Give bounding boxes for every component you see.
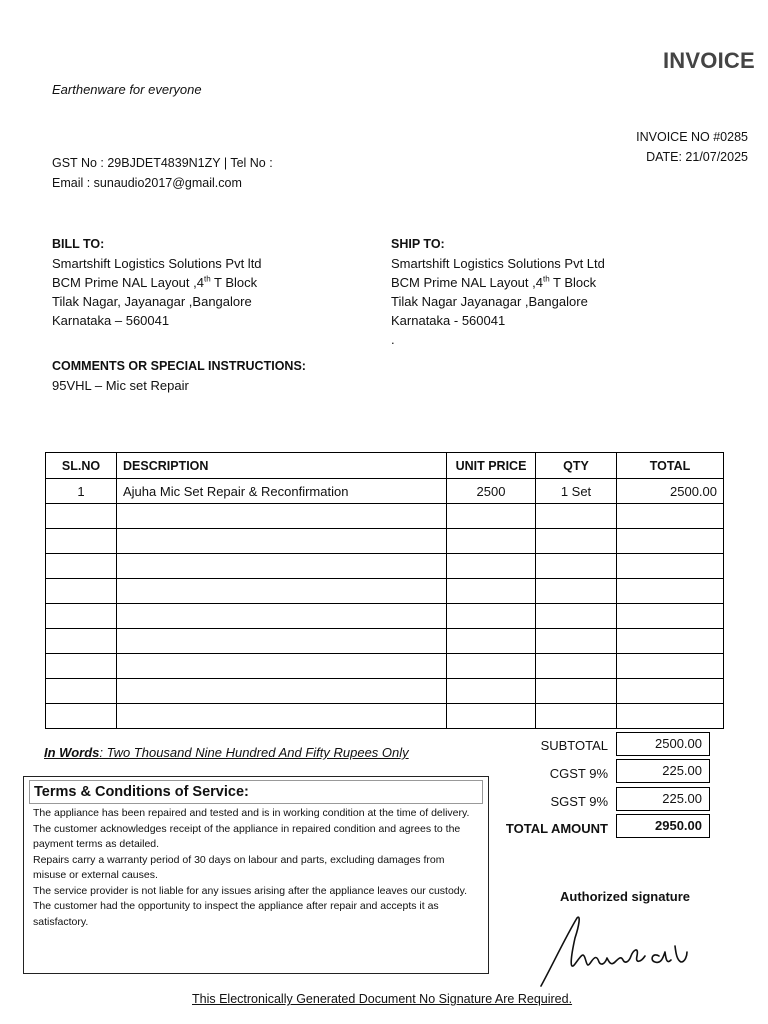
comments-heading: COMMENTS OR SPECIAL INSTRUCTIONS: [52, 359, 306, 373]
handwritten-signature [535, 912, 695, 992]
company-tagline: Earthenware for everyone [52, 82, 202, 97]
email-line: Email : sunaudio2017@gmail.com [52, 176, 242, 190]
amount-in-words: In Words: Two Thousand Nine Hundred And Fifty Rupees Only [44, 745, 409, 760]
table-row [46, 479, 724, 504]
comments-block [52, 357, 306, 395]
authorized-signature-label: Authorized signature [560, 889, 691, 904]
bill-to-line1: BCM Prime NAL Layout ,4th T Block [52, 274, 258, 290]
bill-to-company: Smartshift Logistics Solutions Pvt ltd [52, 256, 262, 271]
cell-qty: 1 Set [536, 479, 617, 504]
cgst-value: 225.00 [616, 759, 710, 783]
gst-line: GST No : 29BJDET4839N1ZY | Tel No : [52, 156, 273, 170]
header-description: DESCRIPTION [117, 453, 447, 479]
cell-total: 2500.00 [617, 479, 724, 504]
cell-description: Ajuha Mic Set Repair & Reconfirmation [117, 479, 447, 504]
bill-to-line3: Karnataka – 560041 [52, 313, 170, 328]
terms-item: The service provider is not liable for any issues arising after the appliance leaves our custody. [33, 884, 468, 897]
invoice-number: INVOICE NO #0285 [636, 130, 748, 144]
items-table [45, 452, 724, 729]
ship-to-line4: . [391, 332, 395, 347]
invoice-title: INVOICE [663, 48, 755, 73]
ship-to-line3: Karnataka - 560041 [391, 313, 506, 328]
table-row [46, 629, 724, 654]
ship-to-heading: SHIP TO: [391, 237, 445, 251]
company-contact [52, 153, 273, 193]
table-row [46, 604, 724, 629]
cgst-label: CGST 9% [549, 766, 608, 781]
subtotal-value: 2500.00 [616, 732, 710, 756]
table-row [46, 554, 724, 579]
table-row [46, 704, 724, 729]
terms-title: Terms & Conditions of Service: [29, 780, 483, 804]
sgst-label: SGST 9% [550, 794, 608, 809]
bill-to-block [52, 235, 262, 330]
terms-body [24, 804, 488, 932]
subtotal-label: SUBTOTAL [540, 738, 608, 753]
bill-to-heading: BILL TO: [52, 237, 105, 251]
table-row [46, 579, 724, 604]
ship-to-line2: Tilak Nagar Jayanagar ,Bangalore [391, 294, 588, 309]
header-total: TOTAL [617, 453, 724, 479]
terms-box [23, 776, 489, 974]
cell-unit-price: 2500 [447, 479, 536, 504]
ship-to-block [391, 235, 605, 349]
terms-item: The appliance has been repaired and tested and is in working condition at the time of delivery. [33, 807, 470, 819]
table-row [46, 504, 724, 529]
terms-item: Repairs carry a warranty period of 30 days on labour and parts, excluding damages from misuse or external causes. [33, 853, 445, 881]
invoice-meta [636, 127, 748, 167]
header-sl: SL.NO [46, 453, 117, 479]
total-amount-value: 2950.00 [616, 814, 710, 838]
table-row [46, 679, 724, 704]
table-row [46, 654, 724, 679]
total-amount-label: TOTAL AMOUNT [505, 821, 608, 836]
bill-to-line2: Tilak Nagar, Jayanagar ,Bangalore [52, 294, 252, 309]
ship-to-line1: BCM Prime NAL Layout ,4th T Block [391, 274, 597, 290]
terms-item: The customer acknowledges receipt of the appliance in repaired condition and agrees to the payment terms as detailed. [33, 822, 461, 850]
invoice-date: DATE: 21/07/2025 [646, 150, 748, 164]
header-qty: QTY [536, 453, 617, 479]
footer-note: This Electronically Generated Document No Signature Are Required. [192, 992, 573, 1006]
ship-to-company: Smartshift Logistics Solutions Pvt Ltd [391, 256, 605, 271]
cell-sl: 1 [46, 479, 117, 504]
header-unit-price: UNIT PRICE [447, 453, 536, 479]
table-row [46, 529, 724, 554]
sgst-value: 225.00 [616, 787, 710, 811]
table-header-row [46, 453, 724, 479]
comments-text: 95VHL – Mic set Repair [52, 378, 189, 393]
terms-item: The customer had the opportunity to inspect the appliance after repair and accepts it as satisfactory. [33, 900, 439, 928]
